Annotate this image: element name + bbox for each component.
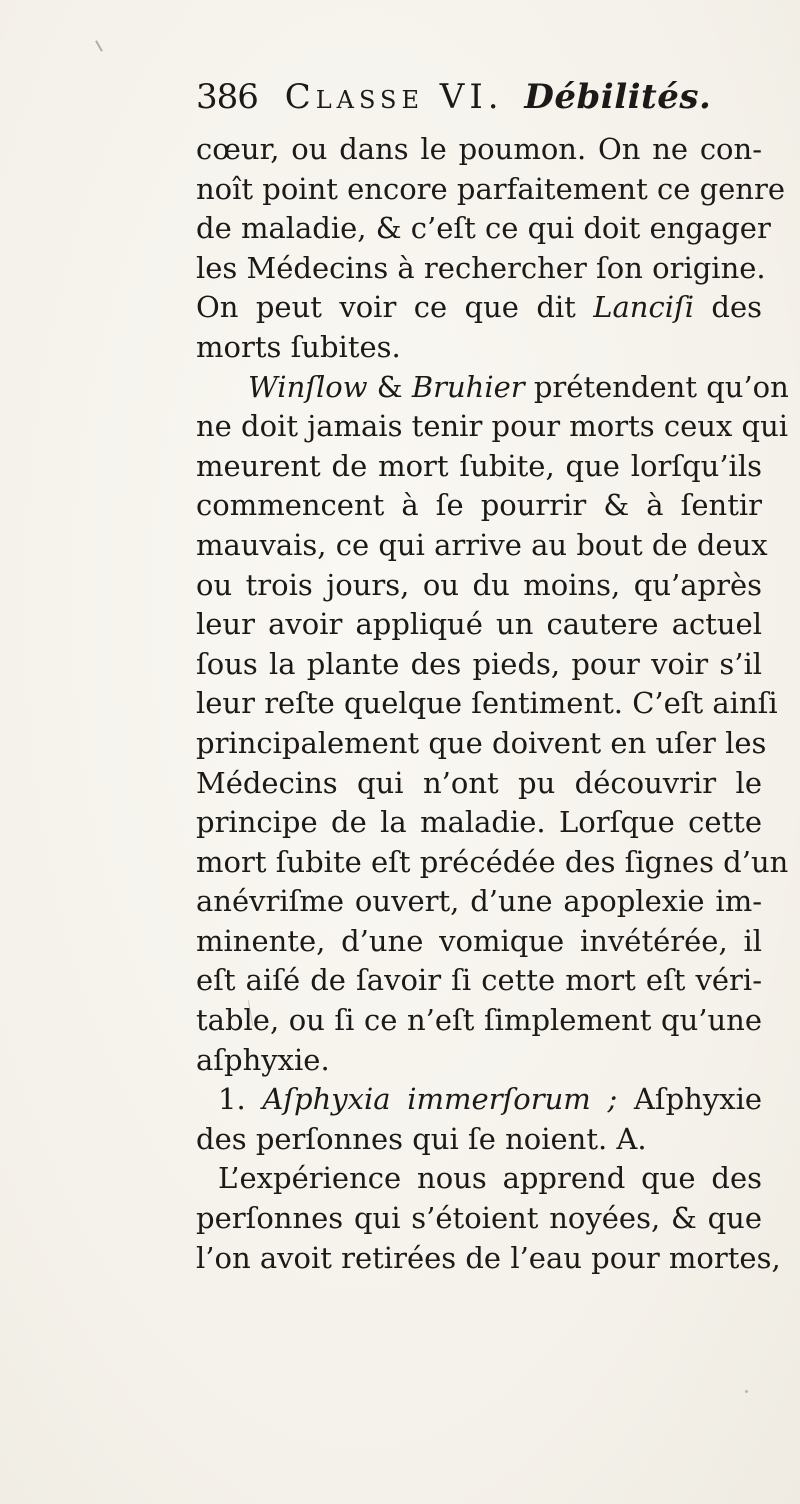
- text-run: On peut voir ce que dit: [196, 290, 594, 325]
- text-run: des: [693, 290, 762, 325]
- text-line: des perſonnes qui ſe noient. A.: [196, 1121, 647, 1156]
- latin-term: Aſphyxia immerſorum ;: [262, 1082, 618, 1117]
- text-line: mauvais, ce qui arrive au bout de deux: [196, 527, 768, 562]
- text-line: [196, 1080, 762, 1120]
- text-line: leur avoir appliqué un cautere actuel: [196, 607, 762, 642]
- text-line: ou trois jours, ou du moins, qu’après: [196, 567, 762, 602]
- author-name: Winſlow: [248, 369, 368, 404]
- text-line: anévriſme ouvert, d’une apoplexie im-: [196, 884, 762, 919]
- text-line: ſous la plante des pieds, pour voir s’il: [196, 646, 762, 681]
- text-line: l’on avoit retirées de l’eau pour mortes,: [196, 1240, 781, 1275]
- text-line: principe de la maladie. Lorſque cette: [196, 805, 762, 840]
- author-name: Bruhier: [411, 369, 525, 404]
- text-line: perſonnes qui s’étoient noyées, & que: [196, 1201, 762, 1236]
- text-run: &: [367, 369, 412, 404]
- author-name: Lanciſi: [593, 290, 694, 325]
- text-line: L’expérience nous apprend que des: [218, 1161, 762, 1196]
- text-line: Médecins qui n’ont pu découvrir le: [196, 765, 762, 800]
- text-line: de maladie, & c’eſt ce qui doit engager: [196, 211, 771, 246]
- text-line: leur reſte quelque ſentiment. C’eſt ainſi: [196, 686, 778, 721]
- text-line: [196, 288, 762, 328]
- paper-speck: [95, 40, 103, 51]
- item-number: 1.: [218, 1082, 263, 1117]
- text-line: mort ſubite eſt précédée des ſignes d’un: [196, 844, 789, 879]
- class-label: Classe VI.: [284, 77, 504, 117]
- body-text: [196, 130, 789, 1278]
- text-line: meurent de mort ſubite, que lorſqu’ils: [196, 448, 762, 483]
- text-line: morts ſubites.: [196, 329, 401, 364]
- text-line: minente, d’une vomique invétérée, il: [196, 923, 762, 958]
- section-title: Débilités.: [524, 77, 712, 117]
- text-line: les Médecins à rechercher ſon origine.: [196, 250, 766, 285]
- text-line: aſphyxie.: [196, 1042, 330, 1077]
- text-line: noît point encore parfaitement ce genre: [196, 171, 786, 206]
- text-line: eſt aiſé de ſavoir ſi cette mort eſt véri-: [196, 963, 762, 998]
- text-line: cœur, ou dans le poumon. On ne con-: [196, 132, 762, 166]
- text-run: Aſphyxie: [617, 1082, 763, 1117]
- text-line: table, ou ſi ce n’eſt ſimplement qu’une: [196, 1003, 762, 1038]
- page-number: 386: [196, 77, 258, 117]
- text-line: ne doit jamais tenir pour morts ceux qui: [196, 409, 789, 444]
- text-line: commencent à ſe pourrir & à ſentir: [196, 488, 762, 523]
- running-header: [196, 70, 716, 124]
- text-run: prétendent qu’on: [524, 369, 789, 404]
- text-line: principalement que doivent en uſer les: [196, 725, 767, 760]
- text-line: [196, 368, 789, 408]
- paper-speck: [745, 1390, 748, 1393]
